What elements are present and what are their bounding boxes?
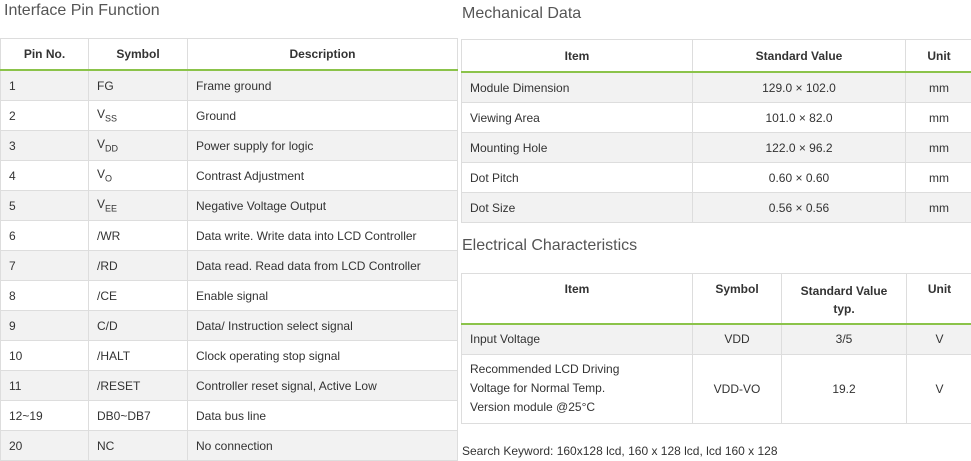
elec-symbol-cell: VDD (693, 324, 782, 355)
description-cell: No connection (188, 431, 458, 461)
elec-item-line: Version module @25°C (470, 400, 595, 414)
elec-unit-cell: V (907, 354, 971, 423)
table-row (1, 191, 458, 221)
pin-number-cell: 10 (1, 341, 89, 371)
description-cell: Ground (188, 101, 458, 131)
symbol-cell (89, 401, 188, 431)
elec-unit-header: Unit (907, 274, 971, 324)
table-row (1, 431, 458, 461)
table-row (1, 221, 458, 251)
table-row (462, 133, 971, 163)
search-keyword-text: Search Keyword: 160x128 lcd, 160 x 128 lcd, lcd 160 x 128 (462, 444, 778, 458)
symbol-cell (89, 70, 188, 101)
mech-section-title: Mechanical Data (462, 5, 581, 23)
mech-value-cell: 0.56 × 0.56 (693, 193, 906, 223)
pin-number-cell: 1 (1, 70, 89, 101)
symbol-text: V (97, 167, 105, 181)
pin-number-cell: 9 (1, 311, 89, 341)
elec-item-cell (462, 354, 693, 423)
table-row (1, 251, 458, 281)
elec-symbol-header: Symbol (693, 274, 782, 324)
mech-unit-cell: mm (906, 72, 971, 103)
mech-value-cell: 122.0 × 96.2 (693, 133, 906, 163)
elec-typ-label: typ. (833, 302, 854, 316)
pin-number-cell: 3 (1, 131, 89, 161)
symbol-cell (89, 371, 188, 401)
table-row (462, 354, 971, 423)
symbol-text: /HALT (97, 349, 130, 363)
symbol-cell (89, 431, 188, 461)
pin-number-cell: 2 (1, 101, 89, 131)
elec-value-cell: 3/5 (782, 324, 907, 355)
symbol-cell (89, 101, 188, 131)
elec-item-line: Recommended LCD Driving (470, 362, 619, 376)
mech-unit-cell: mm (906, 163, 971, 193)
symbol-text: NC (97, 439, 114, 453)
pin-section-title: Interface Pin Function (4, 2, 160, 20)
description-header: Description (188, 39, 458, 71)
elec-unit-cell: V (907, 324, 971, 355)
table-row (1, 341, 458, 371)
pin-number-cell: 12~19 (1, 401, 89, 431)
symbol-text: /RESET (97, 379, 140, 393)
pin-number-cell: 7 (1, 251, 89, 281)
mech-item-cell: Dot Size (462, 193, 693, 223)
mech-table-header-row (462, 40, 971, 73)
table-row (1, 161, 458, 191)
pin-no-header: Pin No. (1, 39, 89, 71)
table-row (462, 193, 971, 223)
table-row (1, 131, 458, 161)
mech-item-cell: Viewing Area (462, 103, 693, 133)
mech-standard-value-header: Standard Value (693, 40, 906, 73)
description-cell: Data write. Write data into LCD Controller (188, 221, 458, 251)
elec-item-cell (462, 324, 693, 355)
elec-item-line: Voltage for Normal Temp. (470, 381, 605, 395)
mech-value-cell: 0.60 × 0.60 (693, 163, 906, 193)
elec-item-line: Input Voltage (470, 332, 540, 346)
table-row (462, 72, 971, 103)
mech-item-cell: Module Dimension (462, 72, 693, 103)
electrical-characteristics-table (461, 273, 971, 424)
symbol-cell (89, 281, 188, 311)
symbol-subscript: SS (105, 114, 117, 124)
mech-unit-cell: mm (906, 103, 971, 133)
table-row (1, 281, 458, 311)
mech-item-header: Item (462, 40, 693, 73)
table-row (1, 70, 458, 101)
symbol-text: /WR (97, 229, 120, 243)
pin-function-table (0, 38, 458, 461)
mech-unit-cell: mm (906, 193, 971, 223)
pin-number-cell: 11 (1, 371, 89, 401)
mechanical-data-table (461, 39, 971, 223)
pin-number-cell: 8 (1, 281, 89, 311)
elec-table-header-row (462, 274, 971, 324)
symbol-cell (89, 191, 188, 221)
pin-number-cell: 6 (1, 221, 89, 251)
description-cell: Data read. Read data from LCD Controller (188, 251, 458, 281)
symbol-header: Symbol (89, 39, 188, 71)
elec-standard-value-header (782, 274, 907, 324)
symbol-subscript: EE (105, 204, 117, 214)
mech-value-cell: 101.0 × 82.0 (693, 103, 906, 133)
description-cell: Enable signal (188, 281, 458, 311)
mech-unit-header: Unit (906, 40, 971, 73)
description-cell: Data/ Instruction select signal (188, 311, 458, 341)
symbol-text: V (97, 137, 105, 151)
elec-standard-value-label: Standard Value (801, 284, 888, 298)
symbol-cell (89, 311, 188, 341)
symbol-cell (89, 131, 188, 161)
pin-number-cell: 4 (1, 161, 89, 191)
symbol-text: /CE (97, 289, 117, 303)
symbol-text: FG (97, 79, 114, 93)
description-cell: Contrast Adjustment (188, 161, 458, 191)
symbol-text: V (97, 197, 105, 211)
symbol-cell (89, 341, 188, 371)
table-row (462, 324, 971, 355)
symbol-text: V (97, 107, 105, 121)
symbol-text: /RD (97, 259, 118, 273)
description-cell: Controller reset signal, Active Low (188, 371, 458, 401)
mech-unit-cell: mm (906, 133, 971, 163)
symbol-cell (89, 251, 188, 281)
pin-table-header-row (1, 39, 458, 71)
symbol-text: C/D (97, 319, 118, 333)
table-row (1, 311, 458, 341)
table-row (1, 101, 458, 131)
mech-value-cell: 129.0 × 102.0 (693, 72, 906, 103)
table-row (462, 103, 971, 133)
symbol-subscript: O (105, 174, 112, 184)
description-cell: Data bus line (188, 401, 458, 431)
description-cell: Frame ground (188, 70, 458, 101)
elec-symbol-cell: VDD-VO (693, 354, 782, 423)
description-cell: Power supply for logic (188, 131, 458, 161)
pin-number-cell: 5 (1, 191, 89, 221)
description-cell: Negative Voltage Output (188, 191, 458, 221)
table-row (1, 371, 458, 401)
symbol-cell (89, 161, 188, 191)
elec-value-cell: 19.2 (782, 354, 907, 423)
elec-item-header: Item (462, 274, 693, 324)
pin-number-cell: 20 (1, 431, 89, 461)
table-row (1, 401, 458, 431)
symbol-cell (89, 221, 188, 251)
table-row (462, 163, 971, 193)
mech-item-cell: Dot Pitch (462, 163, 693, 193)
description-cell: Clock operating stop signal (188, 341, 458, 371)
symbol-subscript: DD (105, 144, 118, 154)
symbol-text: DB0~DB7 (97, 409, 151, 423)
elec-section-title: Electrical Characteristics (462, 237, 637, 255)
mech-item-cell: Mounting Hole (462, 133, 693, 163)
